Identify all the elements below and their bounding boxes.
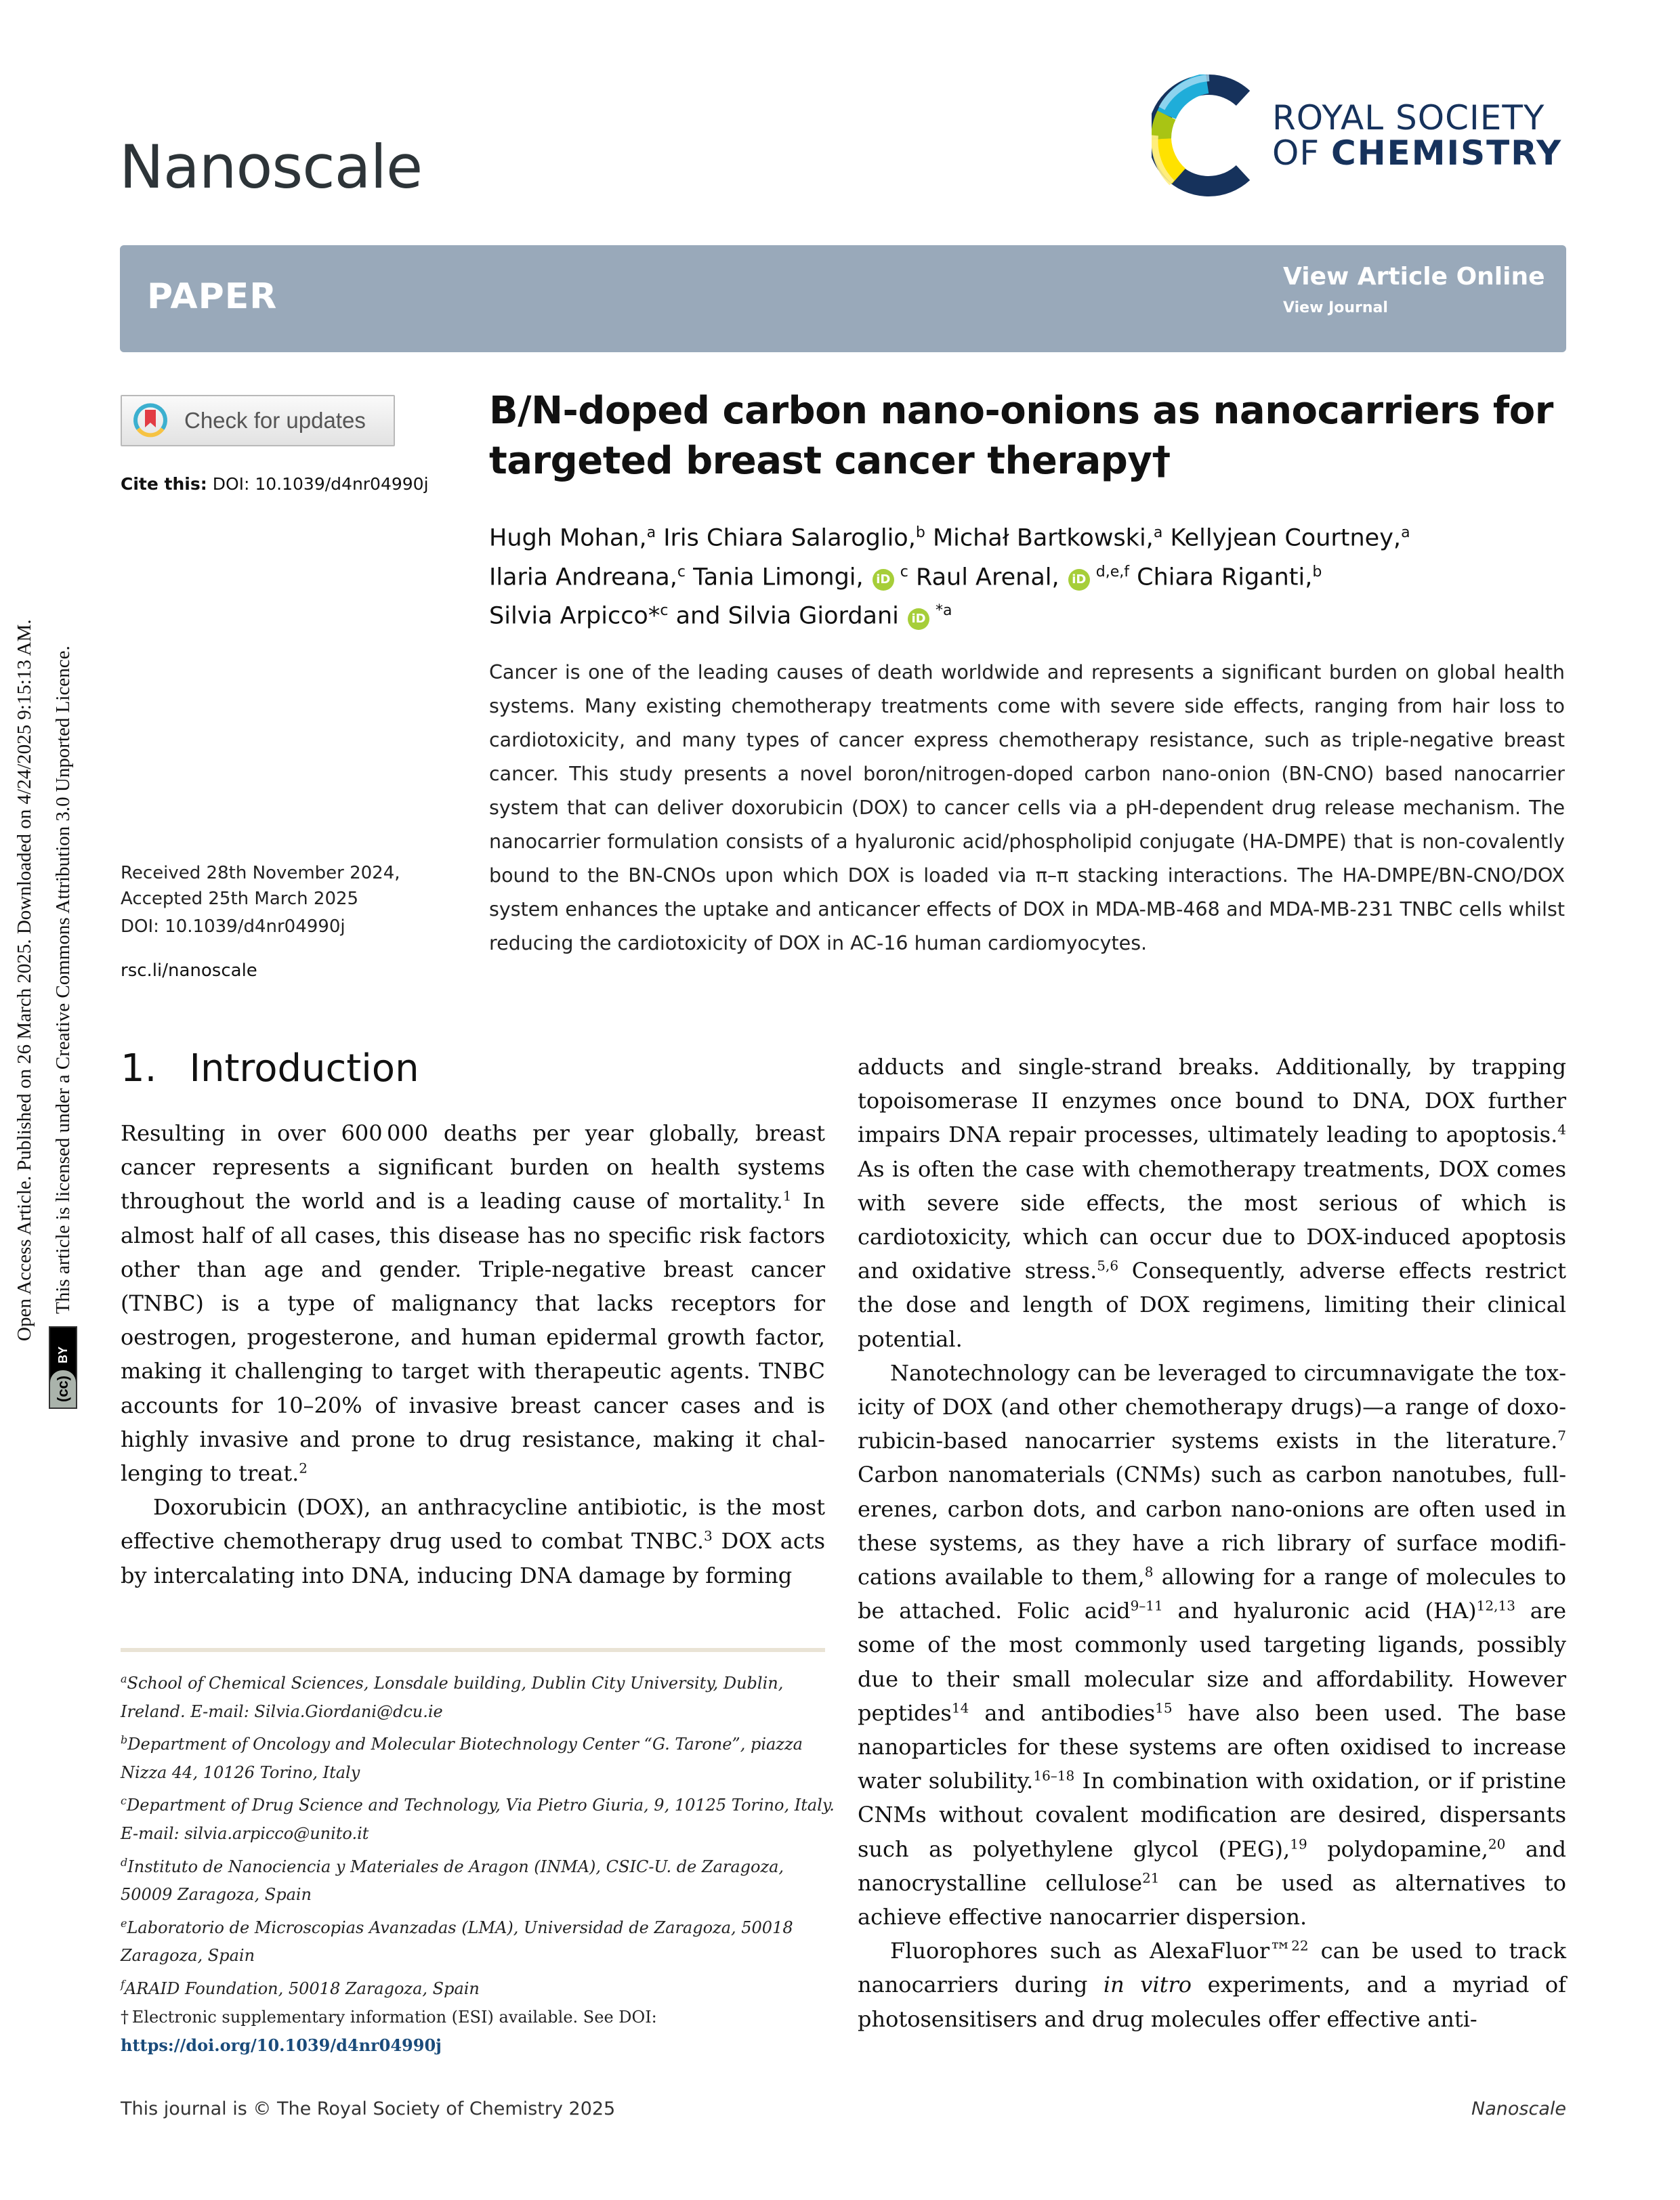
license-notice-row <box>49 646 77 1409</box>
author-name: Silvia Giordani <box>728 602 899 630</box>
journal-name: Nanoscale <box>119 132 423 202</box>
article-title: B/N-doped carbon nano-onions as nanocarriers for targeted breast cancer therapy† <box>489 389 1553 483</box>
crossmark-icon <box>131 402 169 440</box>
orcid-icon[interactable]: iD <box>908 608 929 630</box>
article-type-banner <box>120 245 1566 352</box>
author-name: Hugh Mohan, <box>489 524 647 552</box>
esi-footnote: † Electronic supplementary information (ESI) available. See DOI: https://doi.org/10.1039/d4nr04990j <box>121 2007 657 2056</box>
accepted-date: Accepted 25th March 2025 <box>121 889 359 909</box>
affiliation-marker: d,e,f <box>1091 563 1129 580</box>
author-name: Ilaria Andreana, <box>489 564 677 591</box>
affiliation-marker: c <box>895 563 908 580</box>
article-type-label: PAPER <box>147 276 278 317</box>
footer-journal-name: Nanoscale <box>1471 2098 1566 2119</box>
citation-ref[interactable]: 15 <box>1155 1699 1173 1716</box>
citation-ref[interactable]: 19 <box>1290 1836 1307 1853</box>
view-article-online-link[interactable]: View Article Online <box>1283 263 1545 291</box>
esi-doi-link[interactable]: https://doi.org/10.1039/d4nr04990j <box>121 2035 442 2056</box>
publisher-logo[interactable] <box>1152 75 1572 196</box>
received-accepted-dates <box>121 860 400 912</box>
affiliation-marker: b <box>1312 563 1322 580</box>
citation-ref[interactable]: 14 <box>951 1699 969 1716</box>
article-doi: DOI: 10.1039/d4nr04990j <box>121 916 345 937</box>
footer-copyright: This journal is © The Royal Society of Chemistry 2025 <box>121 2098 616 2119</box>
affiliation-b: $^b$Department of Oncology and Molecular Biotechnology Center “G. Tarone”, piazza Nizza 44, 10126 Torino, Italy <box>121 1733 803 1782</box>
affiliations-list <box>121 1665 839 2004</box>
affiliation-marker: *a <box>931 602 952 620</box>
body-column-left <box>121 1116 825 1592</box>
publisher-name: ROYAL SOCIETY OF CHEMISTRY <box>1272 98 1563 173</box>
author-name: and <box>675 602 721 630</box>
author-name: Silvia Arpicco* <box>489 602 660 630</box>
affiliation-a: $^a$School of Chemical Sciences, Lonsdale building, Dublin City University, Dublin, Ireland. E-mail: Silvia.Giordani@dcu.ie <box>121 1672 784 1721</box>
affiliation-marker: c <box>660 602 669 620</box>
affiliation-marker: c <box>677 563 686 580</box>
author-list <box>489 516 1573 633</box>
orcid-icon[interactable]: iD <box>873 569 894 591</box>
open-access-notice: Open Access Article. Published on 26 March 2025. Downloaded on 4/24/2025 9:15:13 AM. <box>14 619 35 1341</box>
affiliation-marker: a <box>646 524 656 541</box>
journal-short-link[interactable]: rsc.li/nanoscale <box>121 960 257 981</box>
citation-ref[interactable]: 7 <box>1557 1427 1566 1444</box>
section-heading-introduction: 1. Introduction <box>121 1046 419 1091</box>
citation-ref[interactable]: 12,13 <box>1476 1597 1515 1614</box>
affiliation-footnotes <box>121 1665 839 2060</box>
body-paragraph: Fluorophores such as AlexaFluor™$^{22}$ can be used to track nanocarriers during in vitro experiments, and a myriad of photosensitisers and drug molecules offer effective anti- <box>858 1937 1567 2032</box>
author-name: Iris Chiara Salaroglio, <box>663 524 916 552</box>
body-paragraph: Nanotechnology can be leveraged to circumnavigate the toxicity of DOX (and other chemotherapy drugs)—a range of doxorubicin-based nanocarrier systems exists in the literature.$^7$ Carbon nanomaterials (CNMs) such as carbon nanotubes, fullerenes, carbon dots, and carbon nano-onions are often used in these systems, as they have a rich library of surface modifications available to them,$^8$ allowing for a range of molecules to be attached. Folic acid$^{9-11}$ and hyaluronic acid (HA)$^{12,13}$ are some of the most commonly used targeting ligands, possibly due to their small molecular size and affordability. However peptides$^{14}$ and antibodies$^{15}$ have also been used. The base nanoparticles for these systems are often oxidised to increase water solubility.$^{16-18}$ In combination with oxidation, or if pristine CNMs without covalent modification are desired, dispersants such as polyethylene glycol (PEG),$^{19}$ polydopamine,$^{20}$ and nanocrystalline cellulose$^{21}$ can be used as alternatives to achieve effective nanocarrier dispersion. <box>858 1359 1567 1930</box>
check-for-updates-button[interactable]: Check for updates <box>121 395 395 446</box>
license-notice: This article is licensed under a Creative Commons Attribution 3.0 Unported Licence. <box>51 646 74 1314</box>
affiliation-d: $^d$Instituto de Nanociencia y Materiales de Aragon (INMA), CSIC-U. de Zaragoza, 50009 Zaragoza, Spain <box>121 1855 784 1905</box>
author-name: Kellyjean Courtney, <box>1170 524 1402 552</box>
citation-ref[interactable]: 22 <box>1291 1937 1309 1954</box>
body-paragraph: Resulting in over 600 000 deaths per year globally, breast cancer represents a significant burden on health systems throughout the world and is a leading cause of mortality.$^1$ In almost half of all cases, this disease has no specific risk factors other than age and gender. Triple-negative breast cancer (TNBC) is a type of malignancy that lacks receptors for oestrogen, progesterone, and human epidermal growth factor, making it challenging to target with therapeutic agents. TNBC accounts for 10–20% of invasive breast cancer cases and is highly invasive and prone to drug resistance, making it challenging to treat.$^2$ <box>121 1120 826 1487</box>
author-name: Raul Arenal, <box>916 564 1059 591</box>
citation-ref[interactable]: 9–11 <box>1130 1597 1163 1614</box>
citation-ref[interactable]: 16–18 <box>1033 1767 1075 1784</box>
cc-by-badge-icon[interactable]: (cc) BY <box>49 1326 77 1409</box>
citation-ref[interactable]: 1 <box>782 1187 792 1204</box>
citation-ref[interactable]: 5,6 <box>1097 1257 1119 1274</box>
citation-ref[interactable]: 2 <box>299 1460 308 1477</box>
affiliation-e: $^e$Laboratorio de Microscopias Avanzadas (LMA), Universidad de Zaragoza, 50018 Zaragoza, Spain <box>121 1916 793 1966</box>
view-journal-link[interactable]: View Journal <box>1283 299 1388 316</box>
footnote-divider <box>121 1648 825 1652</box>
rsc-logo-icon <box>1152 75 1267 196</box>
citation-ref[interactable]: 3 <box>704 1527 713 1544</box>
citation-ref[interactable]: 20 <box>1488 1836 1506 1853</box>
author-name: Tania Limongi, <box>693 564 864 591</box>
author-name: Michał Bartkowski, <box>932 524 1154 552</box>
affiliation-marker: a <box>1153 524 1163 541</box>
received-date: Received 28th November 2024, <box>121 863 400 883</box>
side-margin-license <box>9 420 91 1409</box>
abstract: Cancer is one of the leading causes of death worldwide and represents a significant burden on global health systems. Many existing chemotherapy treatments come with severe side effects, ranging from hair loss to cardiotoxicity, and many types of cancer express chemotherapy resistance, such as triple-negative breast cancer. This study presents a novel boron/nitrogen-doped carbon nano-onion (BN-CNO) based nanocarrier system that can deliver doxorubicin (DOX) to cancer cells via a pH-dependent drug release mechanism. The nanocarrier formulation consists of a hyaluronic acid/phospholipid conjugate (HA-DMPE) that is non-covalently bound to the BN-CNOs upon which DOX is loaded via π–π stacking interactions. The HA-DMPE/BN-CNO/DOX system enhances the uptake and anticancer effects of DOX in MDA-MB-468 and MDA-MB-231 TNBC cells whilst reducing the cardiotoxicity of DOX in AC-16 human cardiomyocytes. <box>489 661 1565 954</box>
affiliation-marker: a <box>1401 524 1410 541</box>
body-paragraph: Doxorubicin (DOX), an anthracycline antibiotic, is the most effective chemotherapy drug used to combat TNBC.$^3$ DOX acts by intercalating into DNA, inducing DNA damage by forming <box>121 1494 825 1588</box>
body-column-right <box>858 1050 1566 2036</box>
citation-ref[interactable]: 21 <box>1142 1869 1160 1886</box>
affiliation-marker: b <box>915 524 925 541</box>
affiliation-c: $^c$Department of Drug Science and Technology, Via Pietro Giuria, 9, 10125 Torino, Italy. E-mail: silvia.arpicco@unito.it <box>121 1794 835 1843</box>
affiliation-f: $^f$ARAID Foundation, 50018 Zaragoza, Spain <box>121 1977 480 1998</box>
body-paragraph: adducts and single-strand breaks. Additionally, by trapping topoisomerase II enzymes once bound to DNA, DOX further impairs DNA repair processes, ultimately leading to apoptosis.$^4$ As is often the case with chemotherapy treatments, DOX comes with severe side effects, the most serious of which is cardiotoxicity, which can occur due to DOX-induced apoptosis and oxidative stress.$^{5,6}$ Consequently, adverse effects restrict the dose and length of DOX regimens, limiting their clinical potential. <box>858 1054 1566 1352</box>
author-name: Chiara Riganti, <box>1137 564 1313 591</box>
cite-this: Cite this: DOI: 10.1039/d4nr04990j <box>121 474 429 494</box>
citation-ref[interactable]: 8 <box>1144 1563 1154 1580</box>
orcid-icon[interactable]: iD <box>1068 569 1090 591</box>
citation-ref[interactable]: 4 <box>1557 1121 1566 1138</box>
